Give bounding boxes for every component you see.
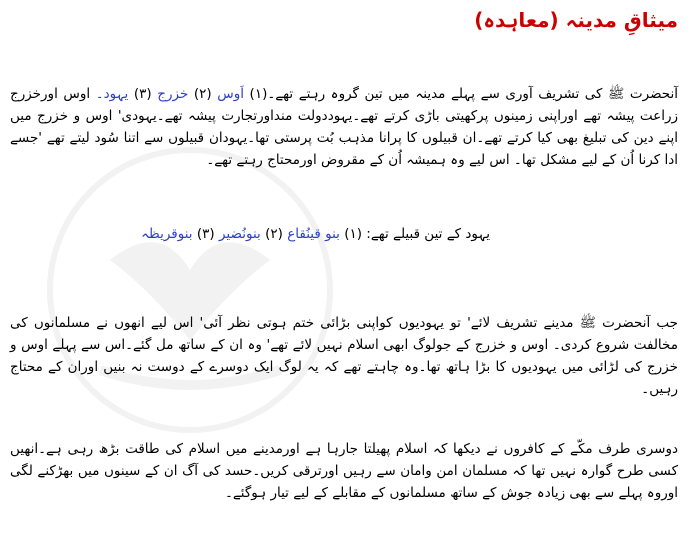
tribe-nadir: بنونُضیر xyxy=(218,226,261,242)
num-3: (۳) xyxy=(133,86,152,102)
intro-rest: اوس اورخزرج زراعت پیشہ تھے اوراپنی زمینوں پرکھیتی باڑی کرتے تھے۔یہوددولت منداورتجارت پیشہ تھے۔یہودی' اوس و خزرج میں اپنے دین کی تبلیغ بھی کیا کرتے تھے۔ان قبیلوں کا پرانا مذہب بُت پرستی تھا۔یہودان قبیلوں سے اتنا سُود لیتے تھے 'جسے ادا کرنا اُن کے لیے مشکل تھا۔ اس لیے وہ ہمیشہ اُن کے مقروض اورمحتاج رہتے تھے۔ xyxy=(10,86,678,168)
tribe-yahood: یہود۔ xyxy=(95,86,129,102)
page-title: میثاقِ مدینہ (معاہدہ) xyxy=(474,8,678,32)
tribe-aus: اَوس xyxy=(217,86,244,102)
paragraph-intro xyxy=(10,83,678,171)
paragraph-opposition: جب آنحضرت ﷺ مدینے تشریف لائے' تو یہودیوں کواپنی بڑائی ختم ہوتی نظر آئی' اس لیے انھوں نے مسلمانوں کی مخالفت شروع کردی۔ اوس و خزرج کے جولوگ ابھی اسلام نہیں لائے تھے' وہ ان کے ساتھ مل گئے۔اس سے پہلے اوس و خزرج کی لڑائی میں یہودیوں کا بڑا ہاتھ تھا۔وہ چاہتے تھے کہ یہ لوگ ایک دوسرے کے دوست نہ بنیں اوران کے محتاج رہیں۔ xyxy=(10,315,678,397)
tribe-khazraj: خزرج xyxy=(157,86,189,102)
tribe-qainuqa: بنو قینُقاع xyxy=(287,226,340,242)
jewish-tribes-line xyxy=(141,226,490,242)
tribes-intro: یہود کے تین قبیلے تھے: (۱) xyxy=(344,226,490,242)
tribes-num-3: (۳) xyxy=(196,226,215,242)
paragraph-makkah: دوسری طرف مکّے کے کافروں نے دیکھا کہ اسلام پھیلتا جارہا ہے اورمدینے میں اسلام کی طاقت بڑھ رہی ہے۔انھیں کسی طرح گوارہ نہیں تھا کہ مسلمان امن وامان سے رہیں اورترقی کریں۔حسد کی آگ ان کے سینوں میں بھڑکنے لگی اوروہ پہلے سے بھی زیادہ جوش کے ساتھ مسلمانوں کے مقابلے کے لیے تیار ہوگئے۔ xyxy=(10,441,678,501)
tribe-qurayza: بنوقریظہ xyxy=(141,226,193,242)
num-2: (۲) xyxy=(193,86,212,102)
intro-text: آنحضرت ﷺ کی تشریف آوری سے پہلے مدینہ میں تین گروہ رہتے تھے۔(۱) xyxy=(249,86,678,102)
tribes-num-2: (۲) xyxy=(265,226,283,242)
